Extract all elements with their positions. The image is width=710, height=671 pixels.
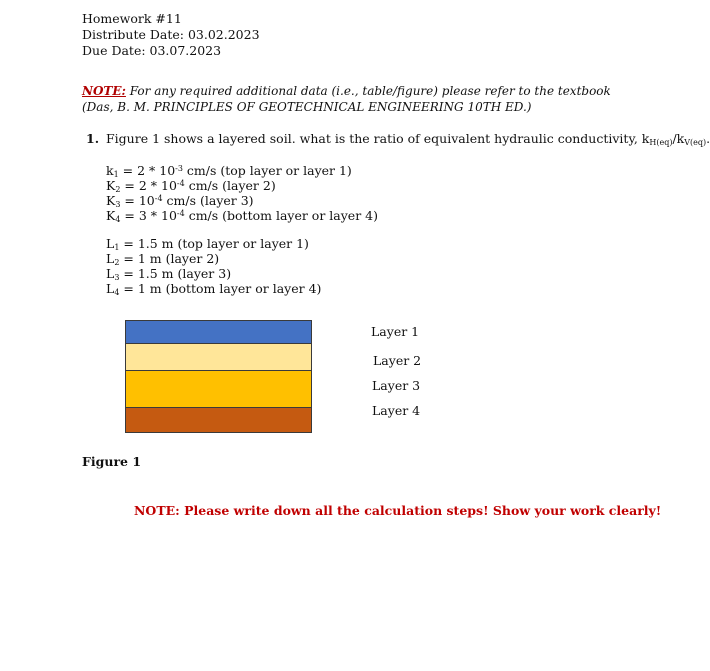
figure-caption: Figure 1 xyxy=(82,454,142,469)
thickness-l1: $L_1 = 1.5$ m (top layer or layer 1) xyxy=(106,236,309,252)
question-slash: /k xyxy=(672,131,685,146)
soil-layer-2 xyxy=(125,343,312,371)
question-number: 1. xyxy=(86,131,100,146)
final-note: NOTE: Please write down all the calculation steps! Show your work clearly! xyxy=(134,503,662,518)
thickness-l4: $L_4 = 1$ m (bottom layer or layer 4) xyxy=(106,281,322,297)
note-label: NOTE: xyxy=(82,84,126,98)
conductivity-k1: $k_1 = 2 * 10^{-3}$ cm/s (top layer or layer 1) xyxy=(106,163,352,179)
layer-4-label: Layer 4 xyxy=(372,403,421,418)
layer-2-label: Layer 2 xyxy=(373,353,422,368)
layer-1-label: Layer 1 xyxy=(371,324,420,339)
soil-layer-1 xyxy=(125,320,312,344)
conductivity-k3: $K_3 = 10^{-4}$ cm/s (layer 3) xyxy=(106,193,254,209)
soil-layer-4 xyxy=(125,407,312,433)
distribute-date: Distribute Date: 03.02.2023 xyxy=(82,27,260,42)
thickness-l2: $L_2 = 1$ m (layer 2) xyxy=(106,251,220,267)
note-text: For any required additional data (i.e., table/figure) please refer to the textbook (Das, B. M. PRINCIPLES OF GEOTECHNICAL ENGINEERING 10TH ED.) xyxy=(82,84,611,114)
due-date: Due Date: 03.07.2023 xyxy=(82,43,222,58)
soil-layer-3 xyxy=(125,370,312,408)
question-sub-v: V(eq) xyxy=(684,138,707,147)
conductivity-k2: $K_2 = 2 * 10^{-4}$ cm/s (layer 2) xyxy=(106,178,276,194)
question-main-text: Figure 1 shows a layered soil. what is the ratio of equivalent hydraulic conductivity, k xyxy=(106,131,650,146)
thickness-l3: $L_3 = 1.5$ m (layer 3) xyxy=(106,266,232,282)
layer-3-label: Layer 3 xyxy=(372,378,421,393)
reference-note xyxy=(82,83,622,115)
conductivity-k4: $K_4 = 3 * 10^{-4}$ cm/s (bottom layer or layer 4) xyxy=(106,208,378,224)
homework-title: Homework #11 xyxy=(82,11,182,26)
question-sub-h: H(eq) xyxy=(649,138,673,147)
question-end: . xyxy=(706,131,710,146)
question-text xyxy=(106,131,710,147)
